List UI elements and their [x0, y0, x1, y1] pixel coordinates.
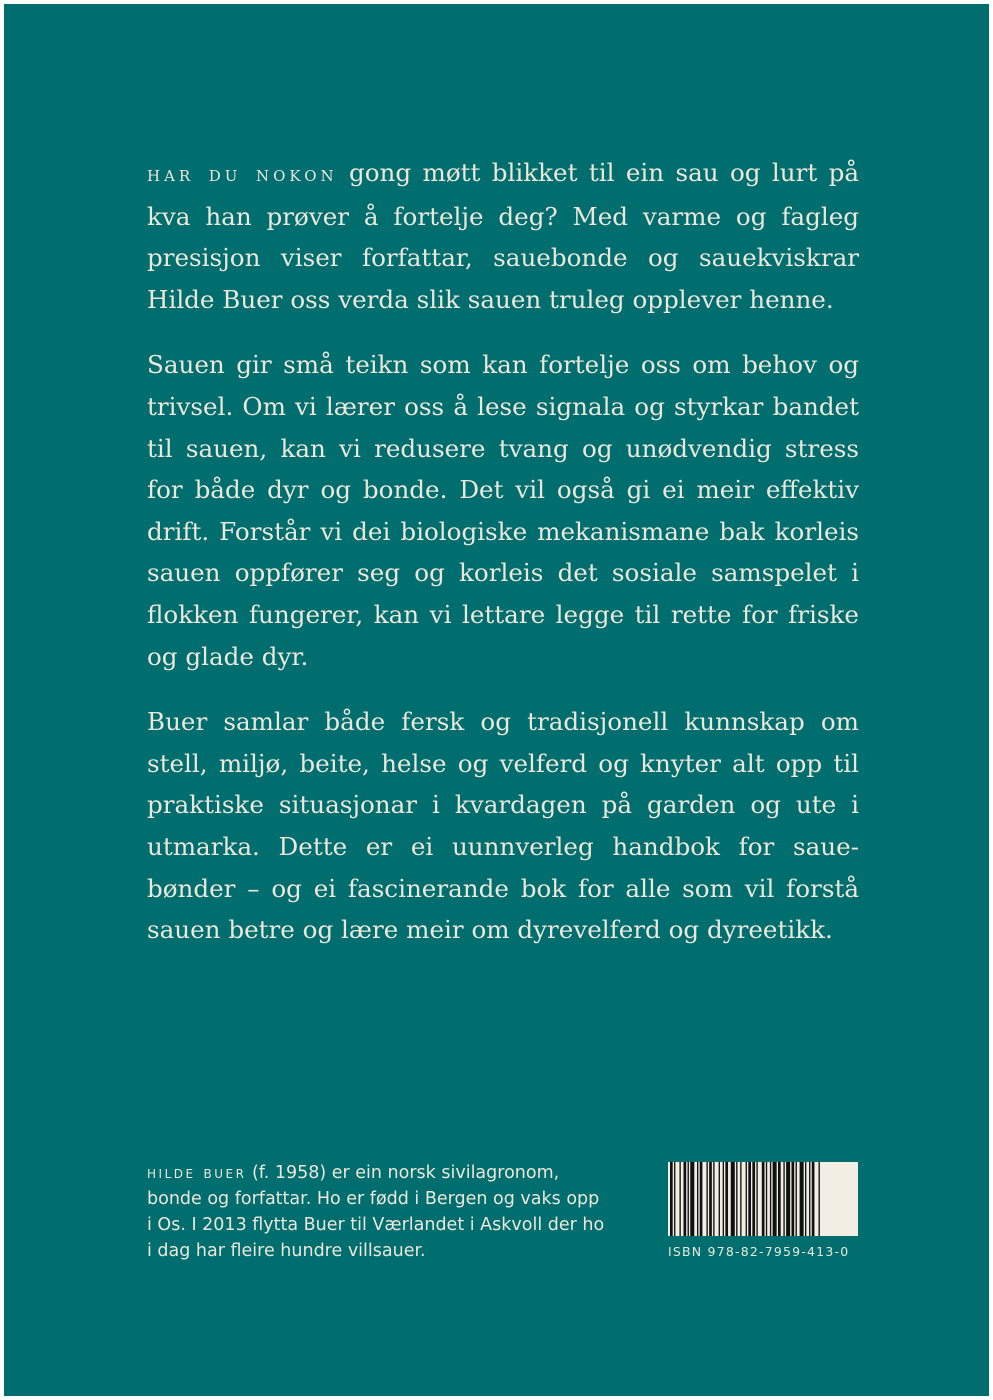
- barcode-bar: [812, 1162, 815, 1236]
- barcode-bar: [688, 1162, 689, 1236]
- barcode-bar: [719, 1162, 720, 1236]
- barcode-bar: [706, 1162, 707, 1236]
- barcode-image: [668, 1162, 858, 1236]
- barcode-bar: [756, 1162, 757, 1236]
- barcode-bar: [700, 1162, 703, 1236]
- barcode-bar: [786, 1162, 790, 1236]
- blurb-paragraph-2: Sauen gir små teikn som kan fortelje oss om behov og trivsel. Om vi lærer oss å lese signala og styrkar bandet til sauen, kan vi redusere tvang og unødvendig stress for både dyr og bonde. Det vil også gi ei meir effektiv drift. Forstår vi dei biologiske mekanismane bak korleis sauen oppfører seg og korleis det sosiale samspelet i flokken fungerer, kan vi lettare legge til rette for friske og glade dyr.: [147, 350, 859, 671]
- barcode-bar: [809, 1162, 810, 1236]
- author-name: hilde buer: [147, 1163, 247, 1183]
- author-bio: [147, 1160, 607, 1264]
- barcode-bar: [783, 1162, 784, 1236]
- barcode-bar: [725, 1162, 728, 1236]
- barcode-bar: [670, 1162, 673, 1236]
- barcode-bar: [690, 1162, 694, 1236]
- isbn-label: ISBN 978-82-7959-413-0: [668, 1244, 850, 1259]
- barcode-bar: [800, 1162, 804, 1236]
- back-cover: [4, 4, 989, 1396]
- barcode-bar: [770, 1162, 771, 1236]
- barcode-bar: [748, 1162, 751, 1236]
- barcode-bar: [762, 1162, 765, 1236]
- barcode-bar: [805, 1162, 806, 1236]
- barcode-bar: [679, 1162, 680, 1236]
- barcode-bar: [674, 1162, 675, 1236]
- barcode-bar: [731, 1162, 735, 1236]
- barcode-bar: [713, 1162, 714, 1236]
- barcode-bar: [723, 1162, 724, 1236]
- barcode-bar: [752, 1162, 755, 1236]
- barcode-bar: [773, 1162, 777, 1236]
- barcode-bar: [746, 1162, 747, 1236]
- barcode-block: [668, 1162, 858, 1272]
- blurb-paragraph-3: Buer samlar både fersk og tradisjonell kunnskap om stell, miljø, beite, helse og velferd og knyter alt opp til praktiske situasjonar i kvardagen på garden og ute i utmarka. Dette er ei uunnverleg handbok for sauebønder – og ei fascinerande bok for alle som vil forstå sauen betre og lære meir om dyrevelferd og dyreetikk.: [147, 707, 859, 945]
- barcode-bar: [778, 1162, 781, 1236]
- barcode-bar: [740, 1162, 741, 1236]
- barcode-bar: [766, 1162, 767, 1236]
- barcode-bar: [697, 1162, 698, 1236]
- barcode-bar: [736, 1162, 737, 1236]
- blurb-paragraph-1: [147, 152, 859, 320]
- barcode-bar: [684, 1162, 687, 1236]
- blurb-text: [147, 152, 859, 951]
- barcode-bar: [819, 1162, 820, 1236]
- barcode-bar: [709, 1162, 712, 1236]
- author-bio-text: (f. 1958) er ein norsk sivilagronom, bonde og forfattar. Ho er fødd i Bergen og vaks opp i Os. I 2013 flytta Buer til Værlandet i Askvoll der ho i dag har fleire hundre villsauer.: [147, 1163, 605, 1261]
- blurb-paragraph-1-text: gong møtt blikket til ein sau og lurt på kva han prøver å fortelje deg? Med varme og fagleg presisjon viser forfattar, sauebonde og sauekviskrar Hilde Buer oss verda slik sauen truleg opplever henne.: [147, 158, 859, 314]
- barcode: [668, 1162, 858, 1236]
- barcode-bar: [792, 1162, 795, 1236]
- barcode-bar: [796, 1162, 797, 1236]
- blurb-lead-caps: har du nokon: [147, 162, 338, 187]
